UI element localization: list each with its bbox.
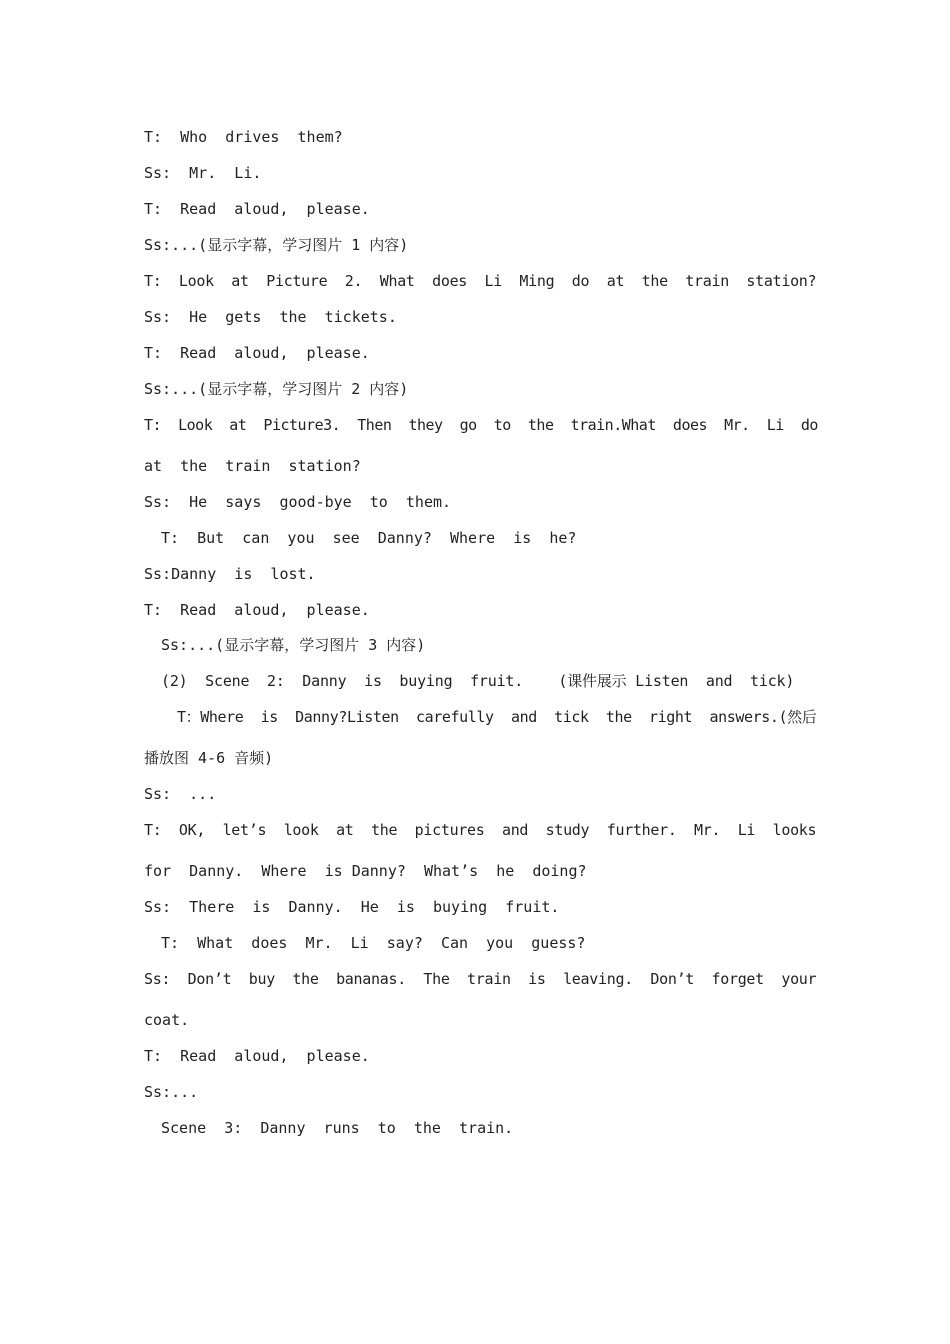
dialogue-line-27: Ss:... bbox=[144, 1083, 199, 1101]
dialogue-line-5: T: Look at Picture 2. What does Li Ming do at the train station? bbox=[144, 272, 817, 290]
dialogue-line-8: Ss:...(显示字幕，学习图片 2 内容) bbox=[144, 380, 409, 398]
dialogue-line-14: T: Read aloud, please. bbox=[144, 601, 370, 619]
dialogue-line-2: Ss: Mr. Li. bbox=[144, 164, 262, 182]
dialogue-line-13: Ss:Danny is lost. bbox=[144, 565, 316, 583]
scene-2-heading: (2) Scene 2: Danny is buying fruit. (课件展示 Listen and tick) bbox=[161, 672, 795, 690]
dialogue-line-15: Ss:...(显示字幕，学习图片 3 内容) bbox=[161, 636, 426, 654]
dialogue-line-3: T: Read aloud, please. bbox=[144, 200, 370, 218]
scene-3-heading: Scene 3: Danny runs to the train. bbox=[161, 1119, 514, 1137]
dialogue-line-17: T：Where is Danny?Listen carefully and tick the right answers.(然后 bbox=[177, 708, 817, 726]
dialogue-line-18: 播放图 4-6 音频) bbox=[144, 749, 274, 767]
dialogue-line-10: at the train station? bbox=[144, 457, 361, 475]
dialogue-line-20: T: OK, let’s look at the pictures and study further. Mr. Li looks bbox=[144, 821, 817, 839]
dialogue-line-6: Ss: He gets the tickets. bbox=[144, 308, 397, 326]
dialogue-line-12: T: But can you see Danny? Where is he? bbox=[161, 529, 577, 547]
dialogue-line-21: for Danny. Where is Danny? What’s he doing? bbox=[144, 862, 587, 880]
dialogue-line-1: T: Who drives them? bbox=[144, 128, 343, 146]
dialogue-line-26: T: Read aloud, please. bbox=[144, 1047, 370, 1065]
dialogue-line-24: Ss: Don’t buy the bananas. The train is leaving. Don’t forget your bbox=[144, 970, 817, 988]
dialogue-line-23: T: What does Mr. Li say? Can you guess? bbox=[161, 934, 586, 952]
dialogue-line-11: Ss: He says good-bye to them. bbox=[144, 493, 452, 511]
dialogue-line-7: T: Read aloud, please. bbox=[144, 344, 370, 362]
dialogue-line-25: coat. bbox=[144, 1011, 190, 1029]
dialogue-line-19: Ss: ... bbox=[144, 785, 217, 803]
dialogue-line-4: Ss:...(显示字幕，学习图片 1 内容) bbox=[144, 236, 409, 254]
dialogue-line-9: T: Look at Picture3. Then they go to the train.What does Mr. Li do bbox=[144, 416, 818, 434]
dialogue-line-22: Ss: There is Danny. He is buying fruit. bbox=[144, 898, 560, 916]
